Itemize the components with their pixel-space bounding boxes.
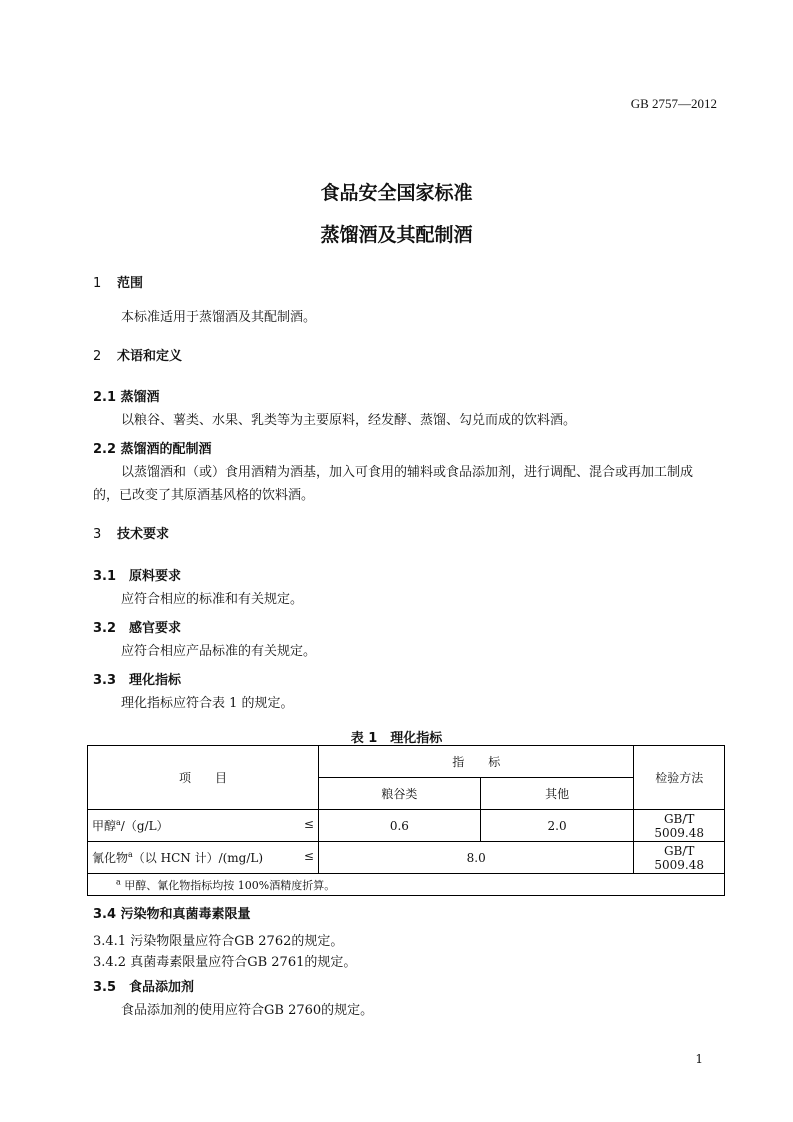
table-row	[88, 842, 725, 874]
section-1-heading	[93, 272, 143, 291]
footnote-marker: a	[128, 850, 133, 859]
row-item	[88, 842, 319, 874]
section-2-heading	[93, 345, 182, 364]
section-3-3-text: 理化指标应符合表 1 的规定。	[121, 696, 294, 711]
footnote-text: 甲醇、氰化物指标均按 100%酒精度折算。	[124, 878, 336, 892]
page-number: 1	[695, 1052, 703, 1066]
table-header-row	[88, 746, 725, 778]
section-3-5-text: 食品添加剂的使用应符合GB 2760的规定。	[121, 1003, 374, 1018]
section-3-5-heading: 3.5 食品添加剂	[93, 980, 195, 995]
item-name: 氰化物	[92, 851, 129, 865]
row-item	[88, 810, 319, 842]
section-1-text: 本标准适用于蒸馏酒及其配制酒。	[121, 310, 317, 325]
header-index: 指 标	[318, 746, 633, 778]
section-2-2-text: 以蒸馏酒和（或）食用酒精为酒基，加入可食用的辅料或食品添加剂，进行调配、混合或再加工制成的，已改变了其原酒基风格的饮料酒。	[93, 465, 694, 503]
section-title: 范围	[117, 276, 144, 291]
section-3-4-heading: 3.4 污染物和真菌毒素限量	[93, 907, 251, 922]
section-number: 3	[93, 527, 102, 542]
row-value: 8.0	[318, 842, 633, 874]
footnote-marker: a	[116, 818, 121, 827]
section-3-1-heading: 3.1 原料要求	[93, 569, 182, 584]
section-3-4-2-text: 3.4.2 真菌毒素限量应符合GB 2761的规定。	[93, 955, 357, 970]
standard-code: GB 2757—2012	[630, 96, 717, 111]
section-title: 术语和定义	[117, 349, 183, 364]
table-footnote-row	[88, 874, 725, 896]
header-item: 项 目	[88, 746, 319, 810]
section-3-4-1-text: 3.4.1 污染物限量应符合GB 2762的规定。	[93, 934, 344, 949]
section-2-1-heading: 2.1 蒸馏酒	[93, 390, 160, 405]
section-3-3-heading: 3.3 理化指标	[93, 673, 182, 688]
item-unit: （以 HCN 计）/(mg/L)	[132, 851, 264, 865]
section-3-1-text: 应符合相应的标准和有关规定。	[121, 592, 304, 607]
footnote-marker: a	[116, 876, 121, 886]
row-other-value: 2.0	[480, 810, 634, 842]
less-equal-symbol: ≤	[303, 849, 314, 863]
row-method: GB/T 5009.48	[634, 810, 725, 842]
item-unit: /（g/L）	[120, 819, 169, 833]
item-name: 甲醇	[92, 819, 117, 833]
physicochemical-table	[87, 745, 725, 896]
section-2-1-text: 以粮谷、薯类、水果、乳类等为主要原料，经发酵、蒸馏、勾兑而成的饮料酒。	[121, 413, 577, 428]
row-method: GB/T 5009.48	[634, 842, 725, 874]
section-3-2-text: 应符合相应产品标准的有关规定。	[121, 644, 317, 659]
section-3-heading	[93, 523, 169, 542]
table-row	[88, 810, 725, 842]
header-other: 其他	[480, 778, 634, 810]
section-number: 2	[93, 349, 102, 364]
row-grain-value: 0.6	[318, 810, 480, 842]
header-method: 检验方法	[634, 746, 725, 810]
section-2-2-heading: 2.2 蒸馏酒的配制酒	[93, 442, 212, 457]
table-footnote	[88, 874, 725, 896]
header-grain: 粮谷类	[318, 778, 480, 810]
less-equal-symbol: ≤	[303, 817, 314, 831]
document-title: 食品安全国家标准	[320, 182, 473, 204]
table-caption: 表 1 理化指标	[350, 731, 443, 746]
section-title: 技术要求	[117, 527, 170, 542]
section-number: 1	[93, 276, 102, 291]
document-subtitle: 蒸馏酒及其配制酒	[320, 224, 473, 246]
section-3-2-heading: 3.2 感官要求	[93, 621, 182, 636]
